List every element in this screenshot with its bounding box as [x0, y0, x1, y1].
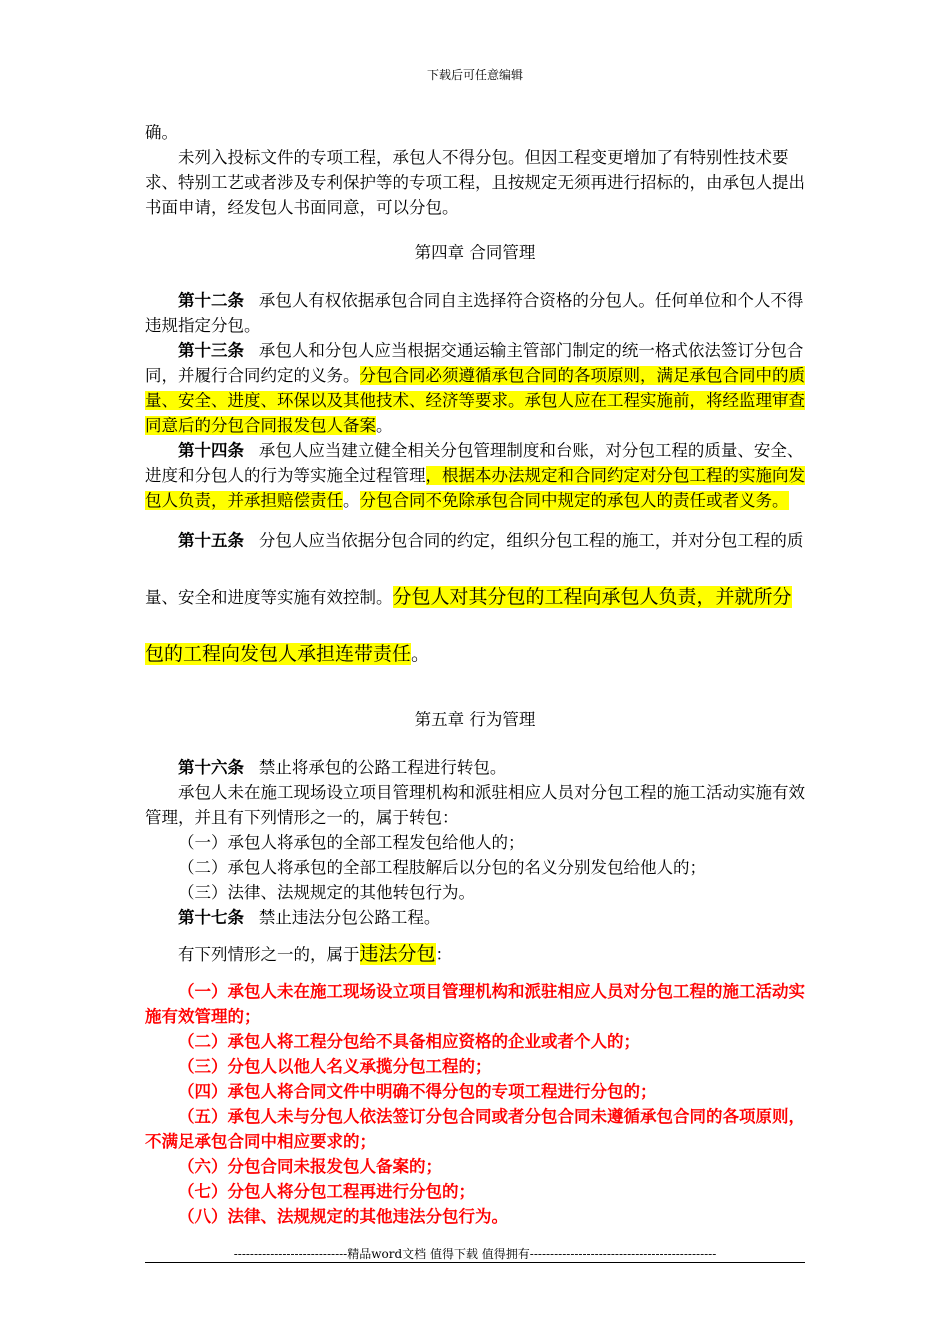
list-item: （六）分包合同未报发包人备案的；	[178, 1157, 442, 1176]
highlighted-text: ，根据本办法规定和合同约定对分包工程的实施向发包人负责，并承担赔偿责任	[145, 466, 805, 510]
article-13	[145, 338, 805, 438]
list-item: （四）承包人将合同文件中明确不得分包的专项工程进行分包的；	[178, 1082, 657, 1101]
article-number: 第十六条	[178, 758, 244, 777]
article-number: 第十七条	[178, 908, 244, 927]
paragraph	[145, 942, 805, 967]
paragraph: 承包人未在施工现场设立项目管理机构和派驻相应人员对分包工程的施工活动实施有效管理，并且有下列情形之一的，属于转包：	[145, 783, 805, 827]
article-text: 禁止将承包的公路工程进行转包。	[258, 758, 507, 777]
lead-text: ：	[435, 945, 453, 964]
list-item: （五）承包人未与分包人依法签订分包合同或者分包合同未遵循承包合同的各项原则，不满足承包合同中相应要求的；	[145, 1107, 805, 1151]
lead-text: 有下列情形之一的，属于	[178, 945, 360, 964]
article-12	[145, 288, 805, 338]
article-text: 。	[376, 416, 393, 435]
list-item: （七）分包人将分包工程再进行分包的；	[178, 1182, 475, 1201]
highlighted-text: 分包人对其分包的工程向承包人负责，并就所分包的工程向发包人承担连带责任	[145, 586, 792, 665]
article-number: 第十四条	[178, 441, 244, 460]
list-item: （二）承包人将承包的全部工程肢解后以分包的名义分别发包给他人的；	[178, 858, 706, 877]
article-text: 分包人应当依据分包合同的约定，组织分包工程的施工，并对分包工程的质量、安全和进度等实施有效控制。	[145, 531, 804, 607]
article-16	[145, 755, 805, 780]
highlighted-text: 分包合同必须遵循承包合同的各项原则，满足承包合同中的质量、安全、进度、环保以及其他技术、经济等要求。承包人应在工程实施前，将经监理审查同意后的分包合同报发包人备案	[145, 366, 805, 435]
page-header: 下载后可任意编辑	[426, 68, 523, 82]
article-text: 承包人有权依据承包合同自主选择符合资格的分包人。任何单位和个人不得违规指定分包。	[145, 291, 804, 335]
list-item: （三）分包人以他人名义承揽分包工程的；	[178, 1057, 492, 1076]
article-text: 。	[411, 643, 431, 665]
article-text: 承包人和分包人应当根据交通运输主管部门制定的统一格式依法签订分包合同，并履行合同约定的义务。	[145, 341, 804, 385]
article-text: 。	[343, 491, 360, 510]
chapter-title: 第五章 行为管理	[414, 710, 536, 729]
list-item: （二）承包人将工程分包给不具备相应资格的企业或者个人的；	[178, 1032, 640, 1051]
article-number: 第十五条	[178, 531, 244, 550]
chapter-title: 第四章 合同管理	[414, 243, 536, 262]
article-text: 承包人应当建立健全相关分包管理制度和台账，对分包工程的质量、安全、进度和分包人的行为等实施全过程管理	[145, 441, 804, 485]
article-15	[145, 513, 805, 683]
article-text: 禁止违法分包公路工程。	[258, 908, 441, 927]
article-number: 第十二条	[178, 291, 244, 310]
footer-rule	[145, 1262, 805, 1263]
page-footer: ----------------------------精品word文档 值得下载 值得拥有----------------------------------------------	[233, 1247, 717, 1261]
document-body	[145, 120, 805, 1229]
article-17	[145, 905, 805, 930]
article-number: 第十三条	[178, 341, 244, 360]
article-14	[145, 438, 805, 513]
highlighted-text: 分包合同不免除承包合同中规定的承包人的责任或者义务。	[359, 491, 789, 510]
paragraph: 未列入投标文件的专项工程，承包人不得分包。但因工程变更增加了有特别性技术要求、特别工艺或者涉及专利保护等的专项工程，且按规定无须再进行招标的，由承包人提出书面申请，经发包人书面同意，可以分包。	[145, 148, 805, 217]
list-item: （一）承包人将承包的全部工程发包给他人的；	[178, 833, 525, 852]
list-item: （八）法律、法规规定的其他违法分包行为。	[178, 1207, 508, 1226]
list-item: （三）法律、法规规定的其他转包行为。	[178, 883, 475, 902]
list-item: （一）承包人未在施工现场设立项目管理机构和派驻相应人员对分包工程的施工活动实施有效管理的；	[145, 982, 805, 1026]
highlighted-text: 违法分包	[359, 943, 436, 965]
paragraph: 确。	[145, 123, 178, 142]
